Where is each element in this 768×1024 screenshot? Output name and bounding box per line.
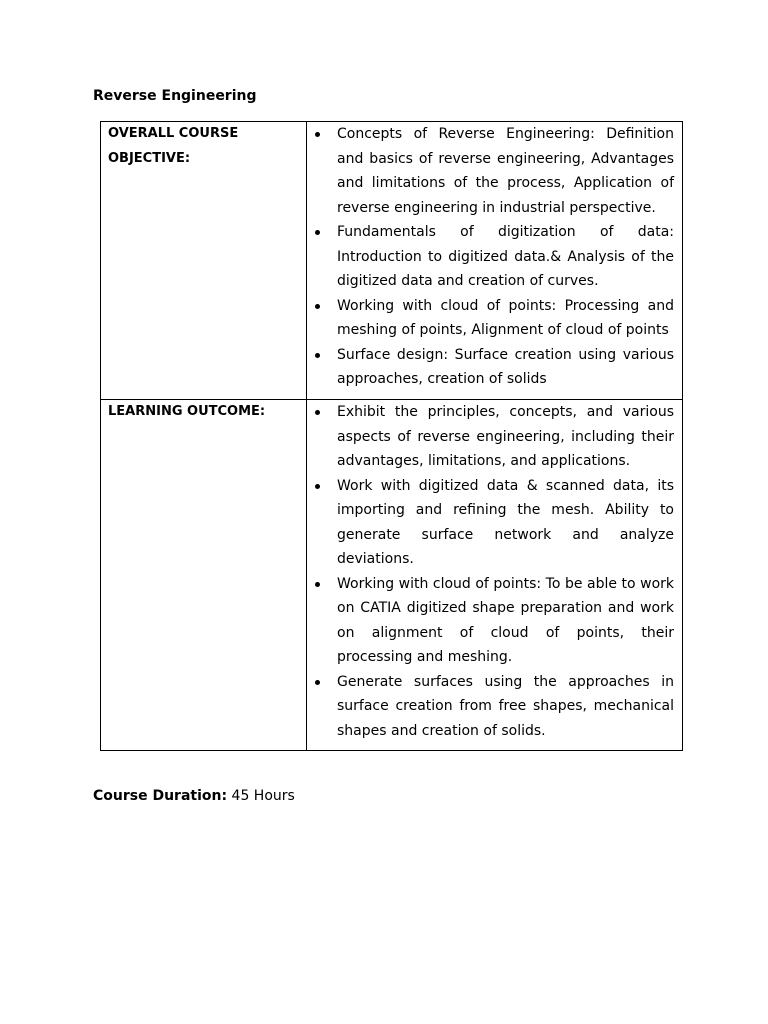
objective-item: Surface design: Surface creation using various approaches, creation of solids (337, 343, 674, 392)
course-duration (93, 787, 295, 805)
objective-item: Working with cloud of points: Processing and meshing of points, Alignment of cloud of points (337, 294, 674, 343)
objective-label: OVERALL COURSE OBJECTIVE: (108, 126, 239, 166)
duration-label: Course Duration: (93, 788, 228, 804)
objective-row (101, 122, 683, 400)
page-title: Reverse Engineering (93, 88, 257, 104)
objective-list (307, 122, 682, 392)
outcome-item: Work with digitized data & scanned data, its importing and refining the mesh. Ability to generate surface network and analyze deviations. (337, 474, 674, 572)
outcome-content-cell (307, 400, 683, 751)
outcome-label: LEARNING OUTCOME: (108, 404, 266, 419)
outcome-label-cell (101, 400, 307, 751)
course-table (100, 121, 683, 751)
outcome-row (101, 400, 683, 751)
objective-item: Fundamentals of digitization of data: Introduction to digitized data.& Analysis of the digitized data and creation of curves. (337, 220, 674, 294)
objective-content-cell (307, 122, 683, 400)
outcome-item: Generate surfaces using the approaches in surface creation from free shapes, mechanical shapes and creation of solids. (337, 670, 674, 744)
duration-value: 45 Hours (231, 788, 295, 804)
outcome-item: Exhibit the principles, concepts, and various aspects of reverse engineering, including their advantages, limitations, and applications. (337, 400, 674, 474)
objective-label-cell (101, 122, 307, 400)
outcome-list (307, 400, 682, 743)
outcome-item: Working with cloud of points: To be able to work on CATIA digitized shape preparation and work on alignment of cloud of points, their processing and meshing. (337, 572, 674, 670)
objective-item: Concepts of Reverse Engineering: Definition and basics of reverse engineering, Advantages and limitations of the process, Application of reverse engineering in industrial perspective. (337, 122, 674, 220)
